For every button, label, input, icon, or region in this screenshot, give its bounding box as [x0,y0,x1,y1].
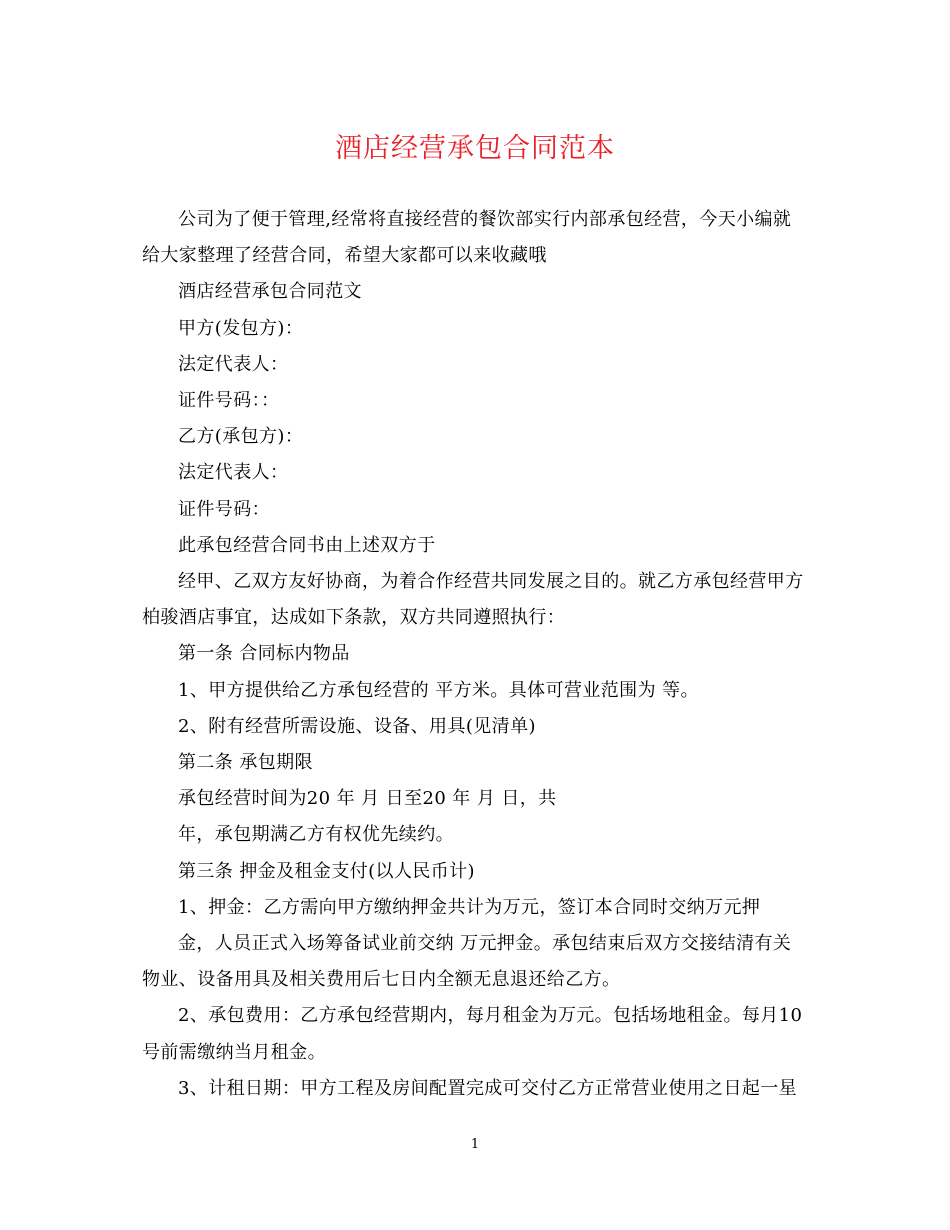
text-line: 乙方(承包方)： [178,426,304,448]
text-line: 号前需缴纳当月租金。 [142,1041,326,1063]
paragraph [142,890,812,926]
paragraph [142,781,812,817]
text-line: 经甲、乙双方友好协商，为着合作经营共同发展之目的。就乙方承包经营甲方 [178,571,804,593]
text-line: 法定代表人： [178,462,289,484]
paragraph [142,311,812,347]
text-line: 法定代表人： [178,353,289,375]
paragraph [142,347,812,383]
text-line: 物业、设备用具及相关费用后七日内全额无息退还给乙方。 [142,969,621,991]
paragraph [142,854,812,890]
document-body [142,202,812,1107]
text-line: 给大家整理了经营合同，希望大家都可以来收藏哦 [142,245,547,267]
paragraph [142,817,812,853]
document-title: 酒店经营承包合同范本 [335,133,615,164]
paragraph [142,419,812,455]
text-line: 第二条 承包期限 [178,752,313,774]
text-line: 甲方(发包方)： [178,317,304,339]
text-line: 第一条 合同标内物品 [178,643,350,665]
paragraph [142,564,812,636]
paragraph [142,202,812,274]
text-line: 此承包经营合同书由上述双方于 [178,534,436,556]
text-line: 金，人员正式入场筹备试业前交纳 万元押金。承包结束后双方交接结清有关 [178,933,792,955]
text-line: 公司为了便于管理,经常将直接经营的餐饮部实行内部承包经营，今天小编就 [178,209,792,230]
text-line: 1、押金：乙方需向甲方缴纳押金共计为万元，签订本合同时交纳万元押 [178,896,761,918]
page-number: 1 [470,1137,480,1152]
text-line: 酒店经营承包合同范文 [178,281,362,303]
paragraph [142,673,812,709]
text-line: 1、甲方提供给乙方承包经营的 平方米。具体可营业范围为 等。 [178,679,699,701]
text-line: 承包经营时间为20 年 月 日至20 年 月 日，共 [178,788,557,810]
paragraph [142,383,812,419]
text-line: 3、计租日期：甲方工程及房间配置完成可交付乙方正常营业使用之日起一星 [178,1077,798,1099]
text-line: 年，承包期满乙方有权优先续约。 [178,824,454,846]
paragraph [142,1071,812,1107]
paragraph [142,274,812,310]
paragraph [142,709,812,745]
text-line: 2、附有经营所需设施、设备、用具(见清单) [178,715,536,737]
text-line: 第三条 押金及租金支付(以人民币计) [178,860,475,882]
paragraph [142,998,812,1070]
paragraph [142,926,812,998]
text-line: 柏骏酒店事宜，达成如下条款，双方共同遵照执行： [142,607,566,629]
paragraph [142,745,812,781]
paragraph [142,636,812,672]
text-line: 2、承包费用：乙方承包经营期内，每月租金为万元。包括场地租金。每月10 [178,1005,803,1027]
text-line: 证件号码： [178,498,270,520]
paragraph [142,528,812,564]
paragraph [142,492,812,528]
text-line: 证件号码：： [178,390,280,412]
paragraph [142,455,812,491]
